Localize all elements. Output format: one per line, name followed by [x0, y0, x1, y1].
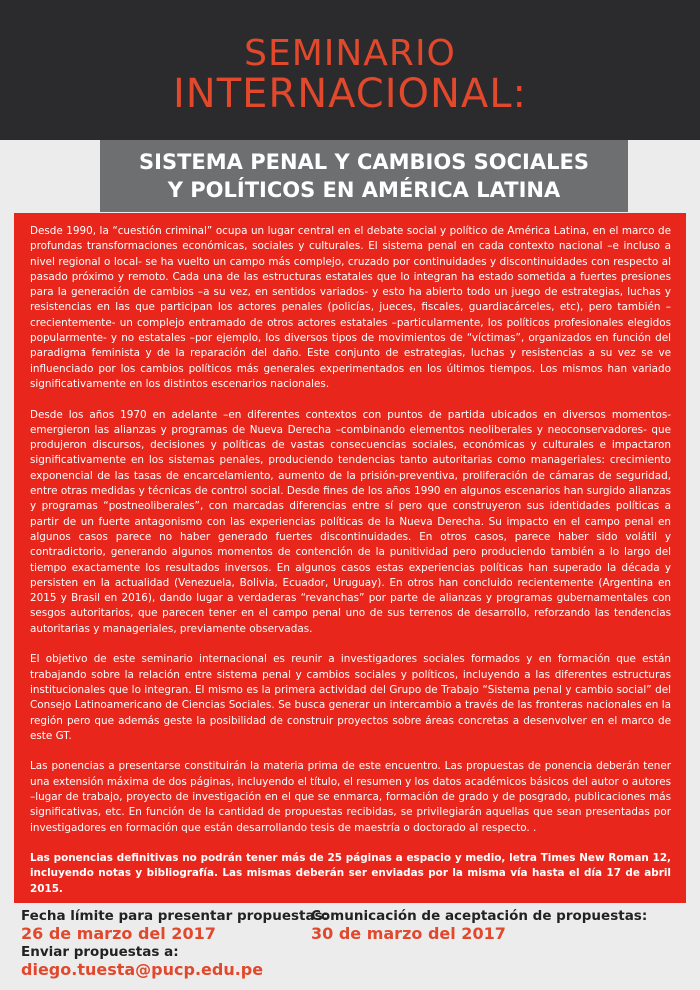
deadline-date: 26 de marzo del 2017	[21, 924, 216, 943]
description-paragraph-4: Las ponencias a presentarse constituirán la materia prima de este encuentro. Las propuestas de ponencia deberán tener una extensión máxima de dos páginas, incluyendo el título, el resumen y los datos académicos básicos del autor o autores –lugar de trabajo, proyecto de investigación en el que se enmarca, formación de grado y de posgrado, publicaciones más significativas, etc. En función de la cantidad de propuestas recibidas, se privilegiarán aquellas que sean presentadas por investigadores en formación que están desarrollando tesis de maestría o doctorado al respecto. .	[30, 760, 671, 834]
description-paragraph-2: Desde los años 1970 en adelante –en diferentes contextos con puntos de partida ubicados en diversos momentos- emergieron las alianzas y programas de Nueva Derecha –combinando elementos neoliberales y neoconservadores- que produjeron discursos, decisiones y políticas de vastas consecuencias sociales, económicas y culturales e impactaron significativamente en los sistemas penales, produciendo tendencias tanto autoritarias como manageriales: crecimiento exponencial de las tasas de encarcelamiento, aumento de la prisión-preventiva, proliferación de cámaras de seguridad, entre otras medidas y técnicas de control social. Desde fines de los años 1990 en algunos escenarios han surgido alianzas y programas “postneoliberales”, con marcadas diferencias entre sí pero que construyeron sus identidades políticas a partir de un fuerte antagonismo con las experiencias políticas de la Nueva Derecha. Su impacto en el campo penal en algunos casos parece no haber generado fuertes discontinuidades. En otros casos, parece haber sido volátil y contradictorio, generando algunos momentos de contención de la punitividad pero produciendo también a lo largo del tiempo exactamente los resultados inversos. En algunos casos estas experiencias políticas han superado la década y persisten en la actualidad (Venezuela, Bolivia, Ecuador, Uruguay). En otros han concluido recientemente (Argentina en 2015 y Brasil en 2016), dando lugar a verdaderas “revanchas” por parte de alianzas y programas gubernamentales con sesgos autoritarios, que parecen tener en el campo penal uno de sus terrenos de desarrollo, reforzando las tendencias autoritarias y manageriales, previamente observadas.	[30, 408, 671, 635]
acceptance-label: Comunicación de aceptación de propuestas:	[311, 908, 648, 924]
seminar-title-line-1: SEMINARIO	[244, 33, 456, 74]
seminar-title-line-2: INTERNACIONAL:	[172, 71, 528, 117]
footer-info	[0, 903, 700, 990]
description-paragraph-3: El objetivo de este seminario internacional es reunir a investigadores sociales formados y en formación que están trabajando sobre la relación entre sistema penal y cambios sociales y políticos, incluyendo a las diferentes estructuras institucionales que lo integran. El mismo es la primera actividad del Grupo de Trabajo “Sistema penal y cambio social” del Consejo Latinoamericano de Ciencias Sociales. Se busca generar un intercambio a través de las fronteras nacionales en la región pero que además geste la posibilidad de construir proyectos sobre áreas concretas a desenvolver en el marco de este GT.	[30, 653, 671, 742]
seminar-subtitle-line-1: SISTEMA PENAL Y CAMBIOS SOCIALES	[139, 150, 589, 174]
deadline-label: Fecha límite para presentar propuestas:	[21, 908, 329, 924]
seminar-subtitle-box	[100, 140, 628, 212]
seminar-subtitle-line-2: Y POLÍTICOS EN AMÉRICA LATINA	[167, 178, 561, 202]
description-panel	[14, 213, 686, 903]
contact-email[interactable]: diego.tuesta@pucp.edu.pe	[21, 960, 264, 979]
submission-requirements-note: Las ponencias definitivas no podrán tener más de 25 páginas a espacio y medio, letra Times New Roman 12, incluyendo notas y bibliografía. Las mismas deberán ser enviadas por la misma vía hasta el día 17 de abril 2015.	[30, 852, 671, 895]
acceptance-date: 30 de marzo del 2017	[311, 924, 506, 943]
description-paragraph-1: Desde 1990, la “cuestión criminal” ocupa un lugar central en el debate social y político de América Latina, en el marco de profundas transformaciones económicas, sociales y culturales. El sistema penal en cada contexto nacional –e incluso a nivel regional o local- se ha vuelto un campo más complejo, cruzado por continuidades y discontinuidades con respecto al pasado próximo y remoto. Cada una de las estructuras estatales que lo integran ha estado sometida a fuertes presiones para la generación de cambios –a su vez, en sentidos variados- y esto ha abierto todo un juego de estrategias, luchas y resistencias en las que participan los actores penales (policías, jueces, fiscales, guardiacárceles, etc), pero también –crecientemente- un complejo entramado de otros actores estatales –particularmente, los políticos profesionales elegidos popularmente- y no estatales –por ejemplo, los diversos tipos de movimientos de “víctimas”, organizados en función del paradigma feminista y de la reparación del daño. Este conjunto de estrategias, luchas y resistencias a su vez se ve influenciado por los cambios políticos más generales experimentados en los últimos tiempos. Los mismos han variado significativamente en los distintos escenarios nacionales.	[30, 225, 671, 390]
send-proposals-label: Enviar propuestas a:	[21, 944, 179, 960]
